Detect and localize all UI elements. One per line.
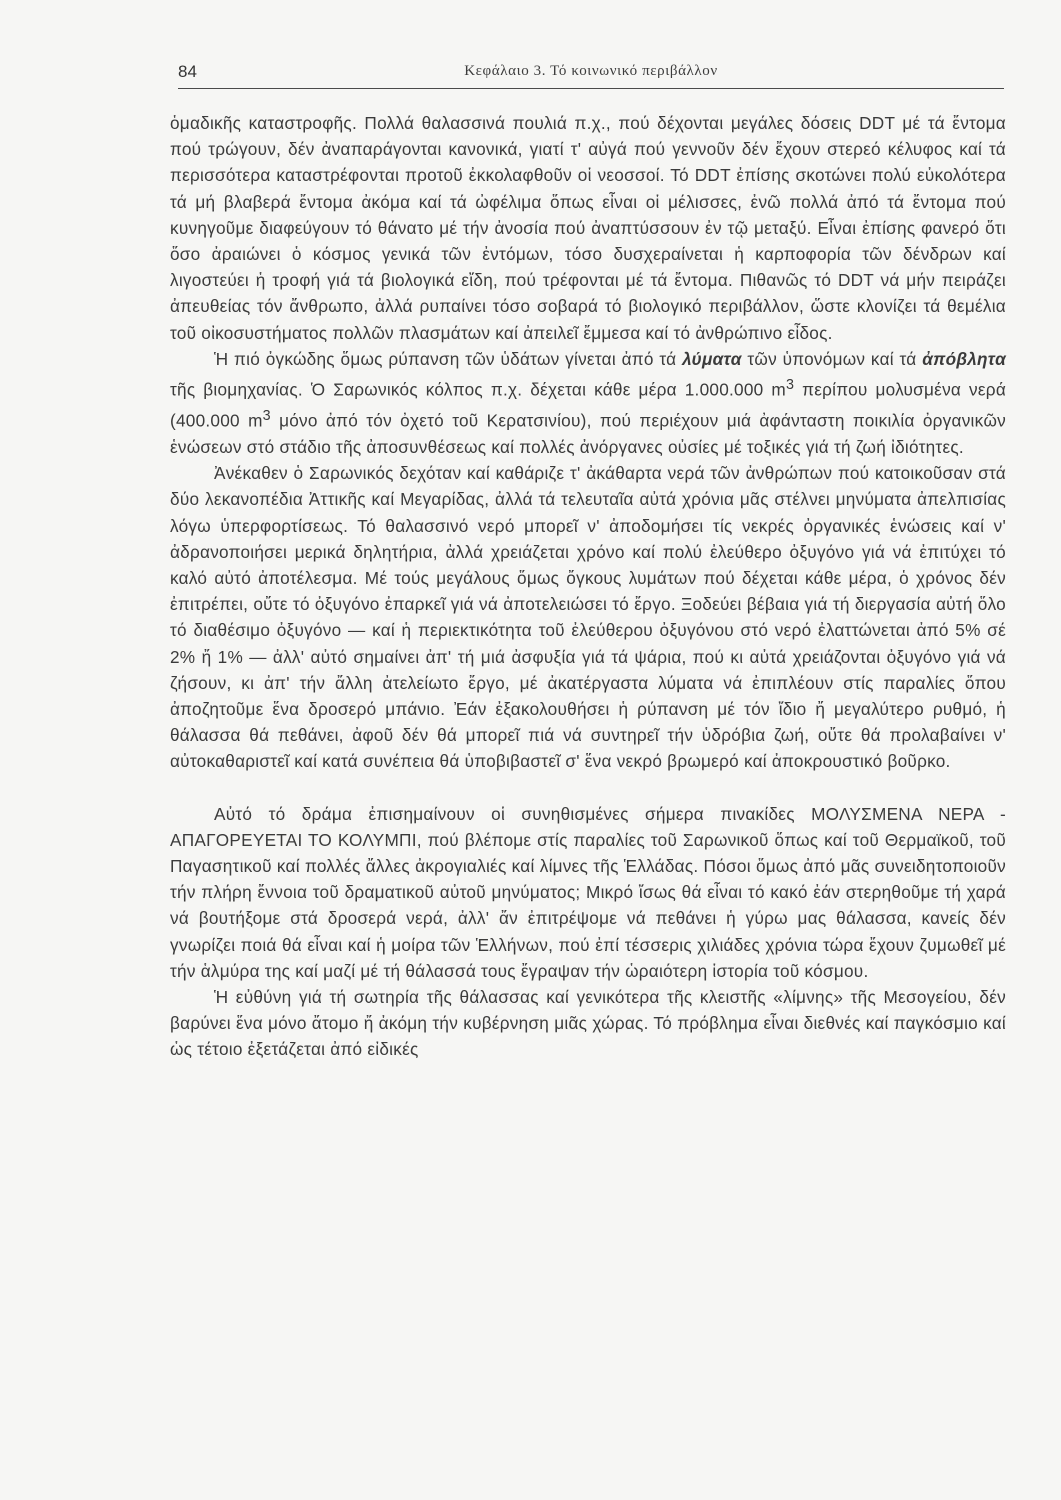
paragraph-water-pollution xyxy=(170,346,1006,460)
paragraph-text: τῆς βιομηχανίας. Ὁ Σαρωνικός κόλπος π.χ. δέχεται κάθε μέρα 1.000.000 m xyxy=(170,379,786,400)
running-head: Κεφάλαιο 3. Τό κοινωνικό περιβάλλον xyxy=(464,63,718,79)
paragraph-text: ὁμαδικῆς καταστροφῆς. Πολλά θαλασσινά πουλιά π.χ., πού δέχονται μεγάλες δόσεις DDT μέ τά ἔντομα πού τρώγουν, δέν ἀναπαράγονται κανονικά, γιατί τ' αὐγά πού γεννοῦν δέν ἔχουν στερεό κέλυφος καί τά περισσότερα καταστρέφονται προτοῦ ἐκκολαφθοῦν οἱ νεοσσοί. Τό DDT ἐπίσης σκοτώνει πολύ εὐκολότερα τά μή βλαβερά ἔντομα ἀκόμα καί τά ὠφέλιμα ὅπως εἶναι οἱ μέλισσες, ἐνῶ πολλά ἀπό τά ἔντομα πού κυνηγοῦμε διαφεύγουν τό θάνατο μέ τήν ἀνοσία πού ἀναπτύσσουν ἐν τῷ μεταξύ. Εἶναι ἐπίσης φανερό ὅτι ὅσο ἀραιώνει ὁ κόσμος γενικά τῶν ἐντόμων, τόσο δυσχεραίνεται ἡ καρποφορία τῶν δένδρων καί λιγοστεύει ἡ τροφή γιά τά βιολογικά εἴδη, πού τρέφονται μέ τά ἔντομα. Πιθανῶς τό DDT νά μήν πειράζει ἀπευθείας τόν ἄνθρωπο, ἀλλά ρυπαίνει τόσο σοβαρά τό βιολογικό περιβάλλον, ὥστε κλονίζει τά θεμέλια τοῦ οἰκοσυστήματος πολλῶν πλασμάτων καί ἀπειλεῖ ἔμμεσα καί τό ἀνθρώπινο εἶδος. xyxy=(170,113,1006,343)
paragraph-text: περίπου μολυσμένα νερά (400.000 m xyxy=(170,379,1007,431)
paragraph-text: Αὐτό τό δράμα ἐπισημαίνουν οἱ συνηθισμένες σήμερα πινακίδες ΜΟΛΥΣΜΕΝΑ ΝΕΡΑ - ΑΠΑΓΟΡΕΥΕΤΑΙ ΤΟ ΚΟΛΥΜΠΙ, πού βλέπομε στίς παραλίες τοῦ Σαρωνικοῦ ὅπως καί τοῦ Θερμαϊκοῦ, τοῦ Παγασητικοῦ καί πολλές ἄλλες ἀκρογιαλιές καί λίμνες τῆς Ἑλλάδας. Πόσοι ὅμως ἀπό μᾶς συνειδητοποιοῦν τήν πλήρη ἔννοια τοῦ δραματικοῦ αὐτοῦ μηνύματος; Μικρό ἴσως θά εἶναι τό κακό ἐάν στερηθοῦμε τή χαρά νά βουτήξομε στά δροσερά νερά, ἀλλ' ἄν ἐπιτρέψομε νά πεθάνει ἡ γύρω μας θάλασσα, κανείς δέν γνωρίζει ποιά θά εἶναι καί ἡ μοίρα τῶν Ἑλλήνων, πού ἐπί τέσσερις χιλιάδες χρόνια τώρα ἔχουν ζυμωθεῖ μέ τήν ἁλμύρα της καί μαζί μέ τή θάλασσά τους ἔγραψαν τήν ὡραιότερη ἱστορία τοῦ κόσμου. xyxy=(170,803,1006,981)
body-text xyxy=(170,110,1006,1063)
superscript: 3 xyxy=(785,377,795,394)
paragraph-ddt-effects xyxy=(170,110,1006,346)
paragraph-warning-signs xyxy=(170,801,1006,984)
paragraph-responsibility xyxy=(170,984,1006,1063)
paragraph-text: τῶν ὑπονόμων καί τά xyxy=(741,348,923,369)
page-header xyxy=(178,62,1004,89)
paragraph-text: Ἡ εὐθύνη γιά τή σωτηρία τῆς θάλασσας καί γενικότερα τῆς κλειστῆς «λίμνης» τῆς Μεσογείου, δέν βαρύνει ἕνα μόνο ἄτομο ἤ ἀκόμη τήν κυβέρνηση μιᾶς χώρας. Τό πρόβλημα εἶναι διεθνές καί παγκόσμιο καί ὡς τέτοιο ἐξετάζεται ἀπό εἰδικές xyxy=(170,986,1006,1060)
page-number: 84 xyxy=(178,62,197,81)
paragraph-text: μόνο ἀπό τόν ὀχετό τοῦ Κερατσινίου), πού περιέχουν μιά ἀφάνταστη ποικιλία ὀργανικῶν ἑνώσεων στό στάδιο τῆς ἀποσυνθέσεως καί πολλές ἀνόργανες οὐσίες μέ τοξικές γιά τή ζωή ἰδιότητες. xyxy=(170,410,1006,457)
emphasized-term: λύματα xyxy=(682,348,742,369)
superscript: 3 xyxy=(262,407,271,424)
paragraph-text: Ἡ πιό ὀγκώδης ὅμως ρύπανση τῶν ὑδάτων γίνεται ἀπό τά xyxy=(214,348,683,369)
emphasized-term: ἀπόβλητα xyxy=(922,348,1006,369)
paragraph-text: Ἀνέκαθεν ὁ Σαρωνικός δεχόταν καί καθάριζε τ' ἀκάθαρτα νερά τῶν ἀνθρώπων πού κατοικοῦσαν στά δύο λεκανοπέδια Ἀττικῆς καί Μεγαρίδας, ἀλλά τά τελευταῖα αὐτά χρόνια μᾶς στέλνει μηνύματα ἀπελπισίας λόγω ὑπερφορτίσεως. Τό θαλασσινό νερό μπορεῖ ν' ἀποδομήσει τίς νεκρές ὀργανικές ἑνώσεις καί ν' ἀδρανοποιήσει μερικά δηλητήρια, ἀλλά χρειάζεται χρόνο καί πολύ ἐλεύθερο ὀξυγόνο γιά νά ἐπιτύχει τό καλό αὐτό ἀποτέλεσμα. Μέ τούς μεγάλους ὅμως ὄγκους λυμάτων πού δέχεται κάθε μέρα, ὁ χρόνος δέν ἐπιτρέπει, οὔτε τό ὀξυγόνο ἐπαρκεῖ γιά νά ἀποτελειώσει τό ἔργο. Ξοδεύει βέβαια γιά τή διεργασία αὐτή ὅλο τό διαθέσιμο ὀξυγόνο — καί ἡ περιεκτικότητα τοῦ ἐλεύθερου ὀξυγόνου στό νερό ἐλαττώνεται ἀπό 5% σέ 2% ἤ 1% — ἀλλ' αὐτό σημαίνει ἀπ' τή μιά ἀσφυξία γιά τά ψάρια, πού κι αὐτά χρειάζονται ὀξυγόνο γιά νά ζήσουν, κι ἀπ' τήν ἄλλη ἀτελείωτο ἔργο, μέ ἀκατέργαστα λύματα νά ἐπιπλέουν στίς παραλίες ὅπου ἀποζητοῦμε ἕνα δροσερό μπάνιο. Ἐάν ἐξακολουθήσει ἡ ρύπανση μέ τόν ἴδιο ἤ μεγαλύτερο ρυθμό, ἡ θάλασσα θά πεθάνει, ἀφοῦ δέν θά μπορεῖ πιά νά συντηρεῖ τήν ὑδρόβια ζωή, οὔτε θά προλαβαίνει ν' αὐτοκαθαριστεῖ καί κατά συνέπεια θά ὑποβιβαστεῖ σ' ἕνα νεκρό βρωμερό καί ἀποκρουστικό βοῦρκο. xyxy=(170,463,1006,772)
paragraph-saronic-gulf xyxy=(170,460,1006,774)
